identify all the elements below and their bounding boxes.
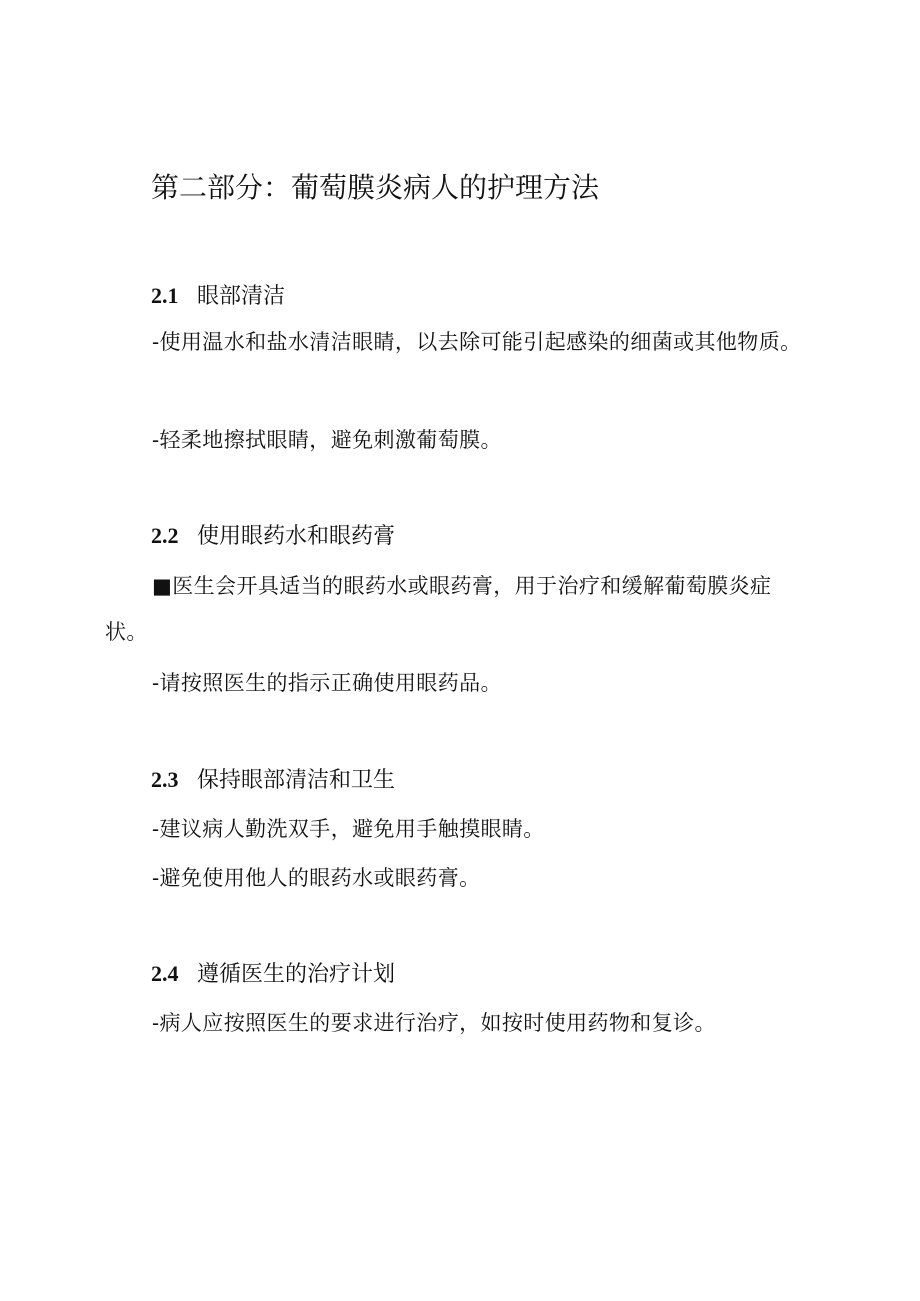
section-number: 2.2: [151, 523, 179, 548]
section-title: 遵循医生的治疗计划: [197, 962, 396, 987]
section-number: 2.3: [151, 767, 179, 792]
section-number: 2.4: [151, 961, 179, 986]
section-title: 保持眼部清洁和卫生: [197, 768, 396, 793]
paragraph-2-2-a: ■医生会开具适当的眼药水或眼药膏，用于治疗和缓解葡萄膜炎症状。: [105, 574, 772, 644]
paragraph-2-2-b: -请按照医生的指示正确使用眼药品。: [152, 671, 502, 695]
paragraph-2-4-a: -病人应按照医生的要求进行治疗，如按时使用药物和复诊。: [152, 1011, 716, 1035]
page-title: 第二部分：葡萄膜炎病人的护理方法: [151, 171, 600, 204]
section-heading-2-3: [151, 763, 395, 798]
section-number: 2.1: [151, 283, 179, 308]
section-heading-2-1: [151, 279, 285, 314]
paragraph-2-3-b: -避免使用他人的眼药水或眼药膏。: [152, 866, 481, 890]
paragraph-2-3-a: -建议病人勤洗双手，避免用手触摸眼睛。: [152, 817, 545, 841]
section-heading-2-2: [151, 519, 395, 554]
section-title: 眼部清洁: [197, 284, 286, 309]
section-heading-2-4: [151, 957, 395, 992]
paragraph-2-1-b: -轻柔地擦拭眼睛，避免刺激葡萄膜。: [152, 428, 502, 452]
section-title: 使用眼药水和眼药膏: [197, 524, 396, 549]
paragraph-2-1-a: -使用温水和盐水清洁眼睛，以去除可能引起感染的细菌或其他物质。: [152, 330, 802, 354]
